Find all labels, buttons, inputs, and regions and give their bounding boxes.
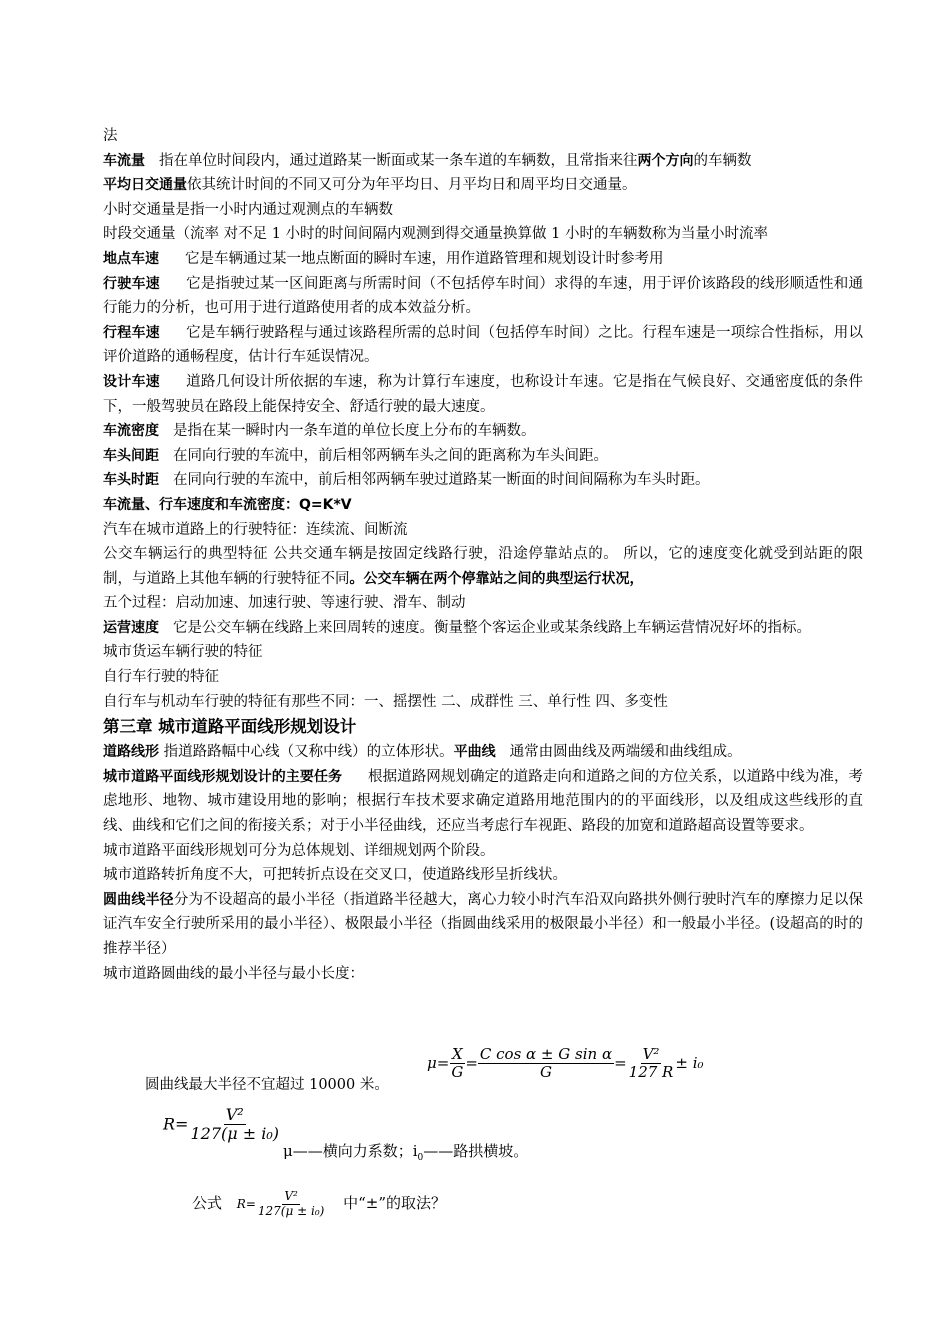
- line-min-radius-length: 城市道路圆曲线的最小半径与最小长度：: [103, 965, 364, 982]
- formula-mu: μ= $\frac{X}{G}$ = $\frac{\text{C cos α ± G sin α}}{G}$ = $\frac{\text{V²}}{127 R}$ ± i₀: [427, 1045, 704, 1082]
- line-bicycle: 自行车行驶的特征: [103, 669, 219, 686]
- line-bicycle-diff: 自行车与机动车行驶的特征有那些不同：一、摇摆性 二、成群性 三、单行性 四、多变性: [103, 693, 668, 710]
- line-formula-question: 公式 R= $\frac{\text{V²}}{\text{127(μ ± i₀)}}$ 中“±”的取法？: [192, 1183, 446, 1224]
- line-bus-features: 公交车辆运行的典型特征 公共交通车辆是按固定线路行驶，沿途停靠站点的。 所以，它的速度变化就受到站距的限制，与道路上其他车辆的行驶特征不同。公交车辆在两个停靠站之间的典型运行状况，: [103, 546, 863, 587]
- line-planning-stages: 城市道路平面线形规划可分为总体规划、详细规划两个阶段。: [103, 842, 495, 859]
- formula-r-small: R= $\frac{\text{V²}}{\text{127(μ ± i₀)}}$: [236, 1189, 325, 1218]
- document-body: [103, 124, 863, 986]
- line-travel-speed: 行程车速 它是车辆行驶路程与通过该路程所需的总时间（包括停车时间）之比。行程车速是一项综合性指标，用以评价道路的通畅程度，估计行车延误情况。: [103, 324, 864, 366]
- line-flow-types: 汽车在城市道路上的行驶特征：连续流、间断流: [103, 521, 408, 538]
- line-freight: 城市货运车辆行驶的特征: [103, 644, 263, 661]
- line-main-task: 城市道路平面线形规划设计的主要任务 根据道路网规划确定的道路走向和道路之间的方位关系，以道路中线为准，考虑地形、地物、城市建设用地的影响；根据行车技术要求确定道路用地范围内的的平面线形，以及组成这些线形的直线、曲线和它们之间的衔接关系；对于小半径曲线，还应当考虑行车视距、路段的加宽和道路超高设置等要求。: [103, 768, 863, 835]
- fraction-x-over-g: $\frac{X}{G}$: [451, 1045, 464, 1082]
- line-1: 法: [103, 128, 118, 144]
- line-aadt: 平均日交通量依其统计时间的不同又可分为年平均日、月平均日和周平均日交通量。: [103, 177, 637, 194]
- line-qkv: 车流量、行车速度和车流密度：Q=K*V: [103, 496, 352, 513]
- term-traffic-volume: 车流量: [103, 152, 145, 169]
- line-period-volume: 时段交通量（流率 对不足 1 小时的时间间隔内观测到得交通量换算做 1 小时的车辆数称为当量小时流率: [103, 226, 768, 243]
- formula-r: R= $\frac{\text{V²}}{\text{127(μ ± i₀)}}$: [163, 1105, 279, 1144]
- line-running-speed: 行驶车速 它是指驶过某一区间距离与所需时间（不包括停车时间）求得的车速，用于评价该路段的线形顺适性和通行能力的分析，也可用于进行道路使用者的成本效益分析。: [103, 275, 864, 317]
- line-headway-time: 车头时距 在同向行驶的车流中，前后相邻两辆车驶过道路某一断面的时间间隔称为车头时距。: [103, 472, 710, 489]
- line-density: 车流密度 是指在某一瞬时内一条车道的单位长度上分布的车辆数。: [103, 423, 536, 440]
- fraction-cos-sin: $\frac{\text{C cos α ± G sin α}}{G}$: [479, 1045, 613, 1082]
- fraction-v2-127r: $\frac{\text{V²}}{127 R}$: [628, 1045, 674, 1082]
- line-operating-speed: 运营速度 它是公交车辆在线路上来回周转的速度。衡量整个客运企业或某条线路上车辆运营情况好坏的指标。: [103, 619, 811, 636]
- line-curve-radius: 圆曲线半径分为不设超高的最小半径（指道路半径越大，离心力较小时汽车沿双向路拱外侧行驶时汽车的摩擦力足以保证汽车安全行驶所采用的最小半径）、极限最小半径（指圆曲线采用的极限最小半径）和一般最小半径。(设超高的时的推荐半径）: [103, 891, 864, 957]
- line-traffic-volume: 车流量 指在单位时间段内，通过道路某一断面或某一条车道的车辆数，且常指来往两个方向的车辆数: [103, 152, 752, 169]
- line-mu-definition: μ——横向力系数；$i_0——$路拱横坡。: [283, 1142, 529, 1163]
- line-max-radius: 圆曲线最大半径不宜超过 10000 米。: [145, 1077, 389, 1093]
- line-hourly-volume: 小时交通量是指一小时内通过观测点的车辆数: [103, 201, 393, 218]
- line-five-processes: 五个过程：启动加速、加速行驶、等速行驶、滑车、制动: [103, 595, 466, 612]
- fraction-r: $\frac{\text{V²}}{\text{127(μ ± i₀)}}$: [190, 1105, 279, 1144]
- line-spot-speed: 地点车速 它是车辆通过某一地点断面的瞬时车速，用作道路管理和规划设计时参考用: [103, 250, 664, 267]
- line-turn-angle: 城市道路转折角度不大，可把转折点设在交叉口，使道路线形呈折线状。: [103, 867, 567, 884]
- chapter-heading: 第三章 城市道路平面线形规划设计: [103, 717, 357, 737]
- term-aadt: 平均日交通量: [103, 177, 187, 194]
- line-headway-distance: 车头间距 在同向行驶的车流中，前后相邻两辆车头之间的距离称为车头间距。: [103, 447, 608, 464]
- line-road-alignment: 道路线形 指道路路幅中心线（又称中线）的立体形状。平曲线 通常由圆曲线及两端缓和曲线组成。: [103, 744, 742, 761]
- line-design-speed: 设计车速 道路几何设计所依据的车速，称为计算行车速度，也称设计车速。它是指在气候良好、交通密度低的条件下，一般驾驶员在路段上能保持安全、舒适行驶的最大速度。: [103, 373, 864, 415]
